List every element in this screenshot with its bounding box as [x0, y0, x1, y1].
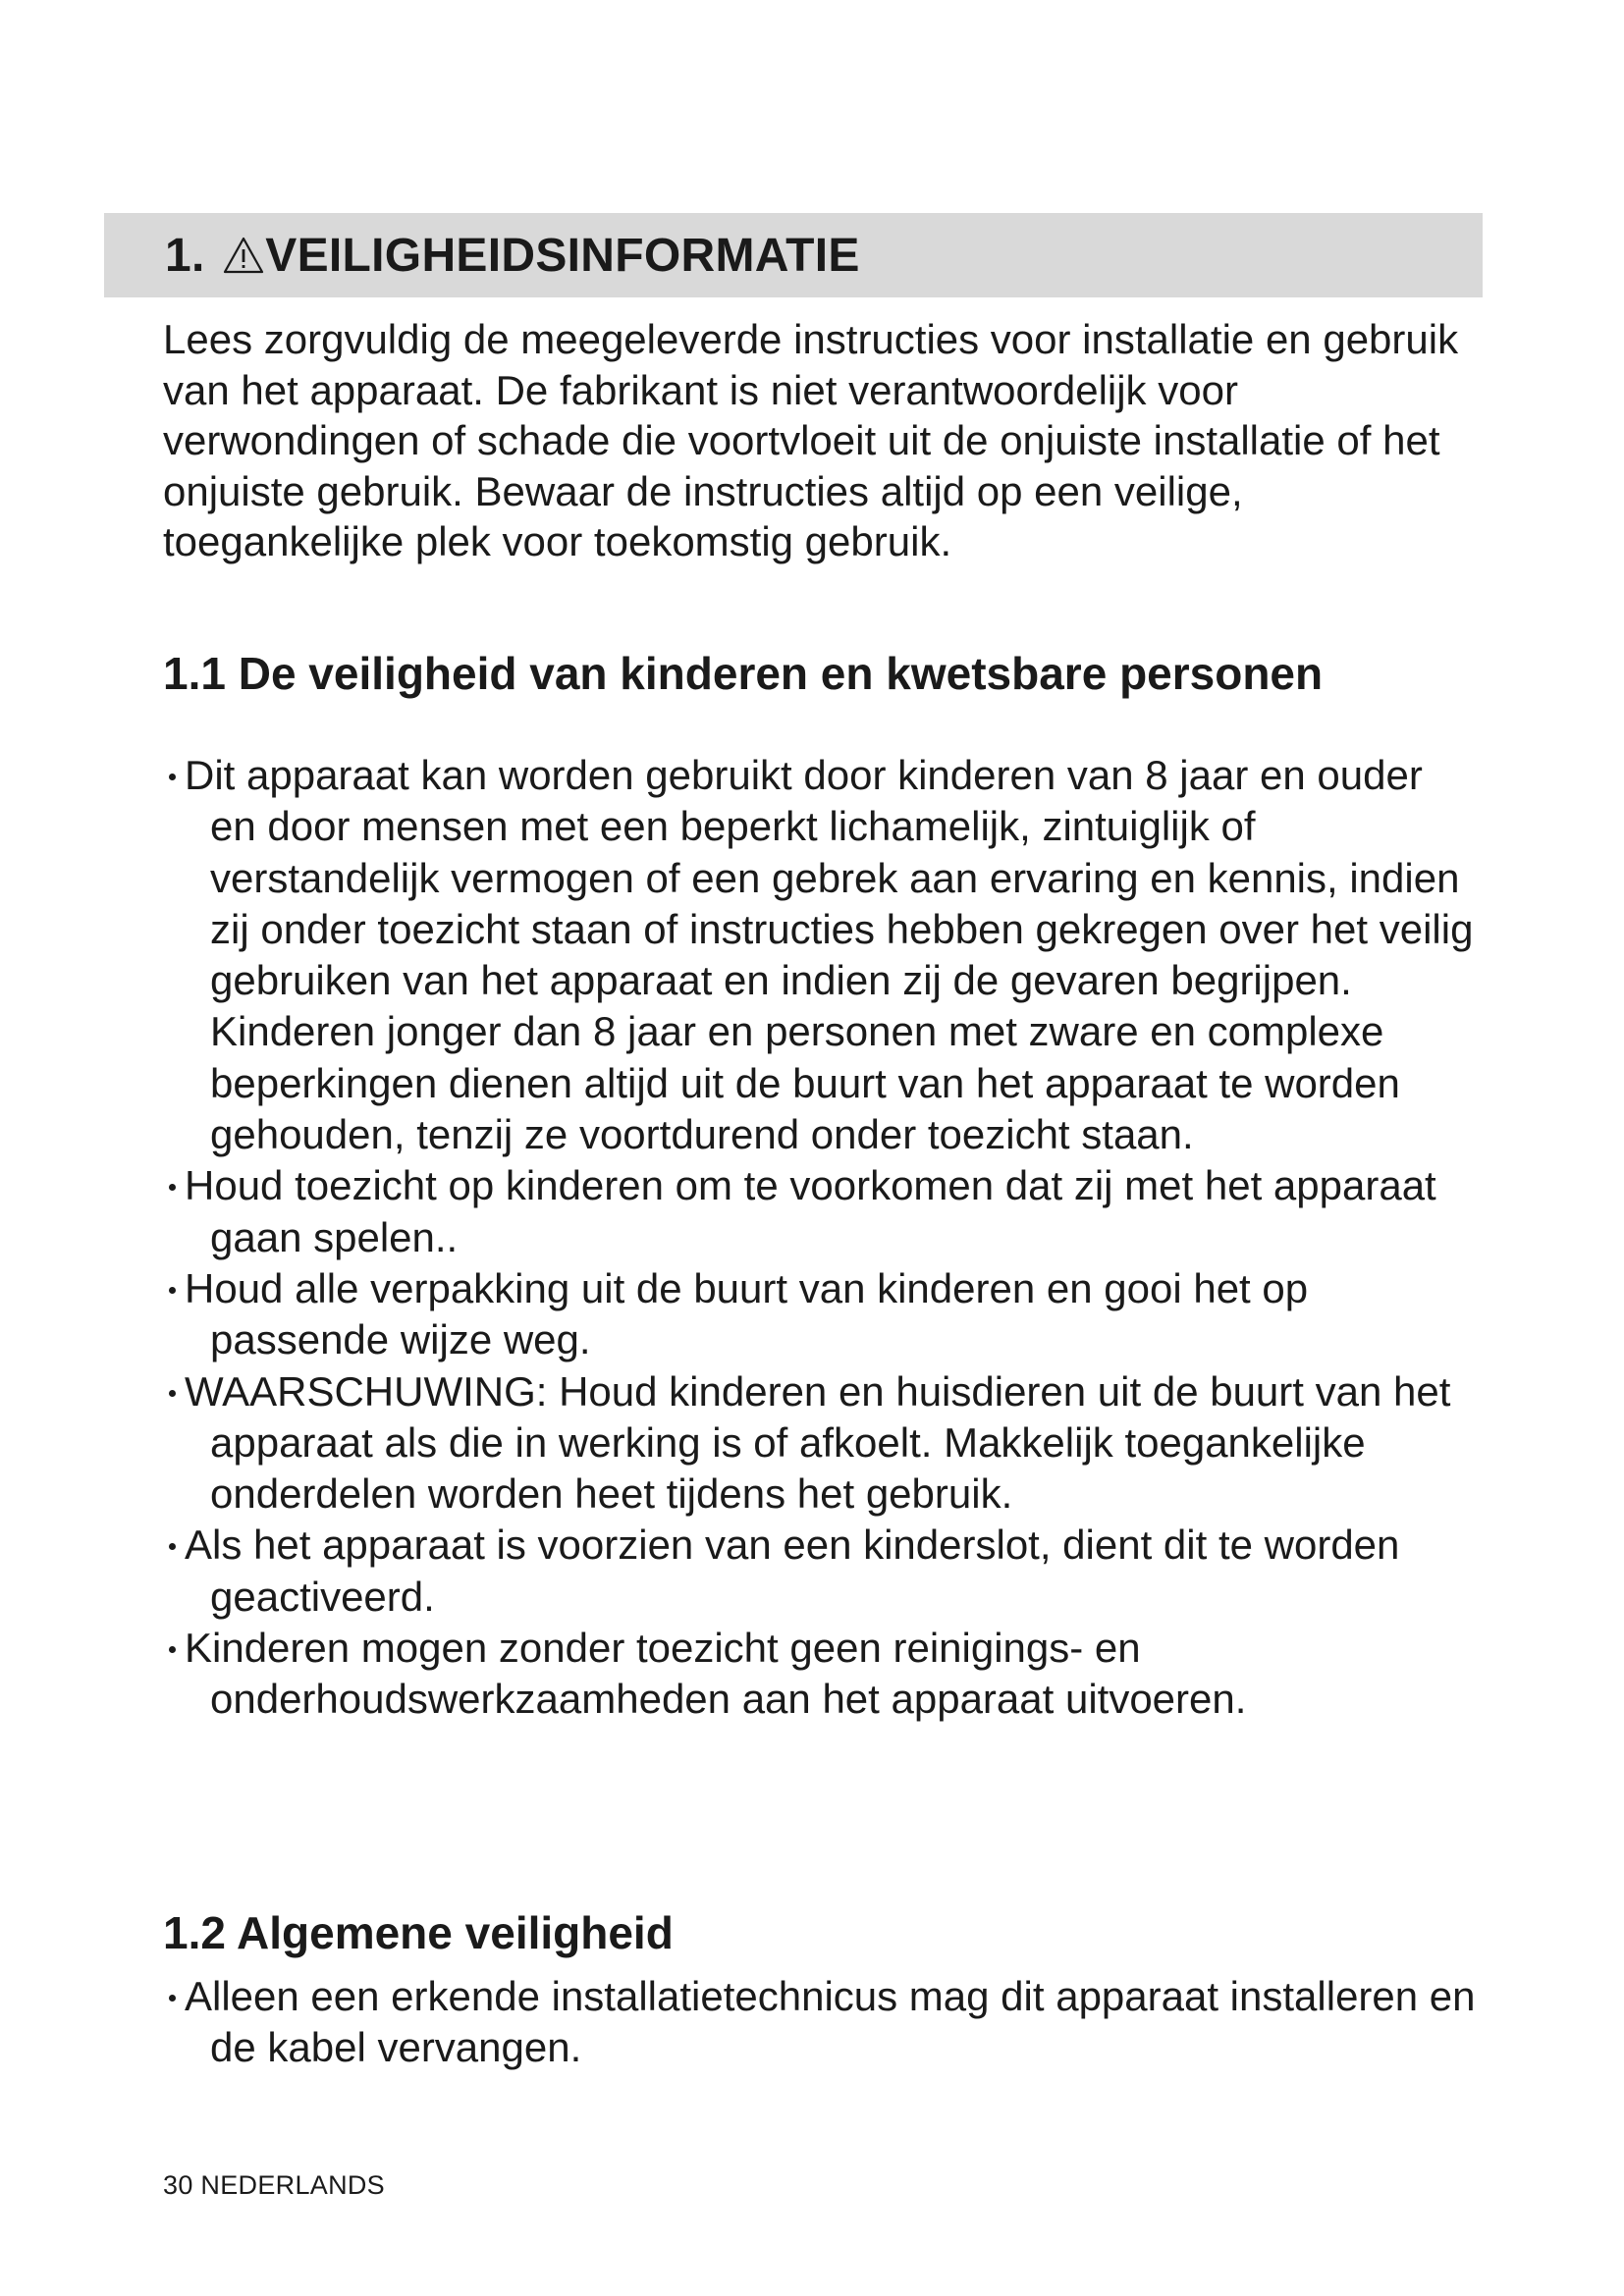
list-item-text: Dit apparaat kan worden gebruikt door kinderen van 8 jaar en ouder en door mensen met een beperkt lichamelijk, zintuiglijk of verstandelijk vermogen of een gebrek aan ervaring en kennis, indien zij onder toezicht staan of instructies hebben gekregen over het veilig gebruiken van het apparaat en indien zij de gevaren begrijpen. Kinderen jonger dan 8 jaar en personen met zware en complexe beperkingen dienen altijd uit de buurt van het apparaat te worden gehouden, tenzij ze voortdurend onder toezicht staan. [185, 752, 1474, 1158]
section-number: 1. [165, 230, 205, 282]
intro-paragraph: Lees zorgvuldig de meegeleverde instructies voor installatie en gebruik van het apparaat. De fabrikant is niet verantwoordelijk voor verwondingen of schade die voortvloeit uit de onjuiste installatie of het onjuiste gebruik. Bewaar de instructies altijd op een veilige, toegankelijke plek voor toekomstig gebruik. [163, 316, 1459, 564]
bullet-dot [169, 1287, 176, 1294]
subheading-general-safety: 1.2 Algemene veiligheid [163, 1907, 674, 1958]
warning-triangle-icon [222, 236, 265, 275]
list-item-text: Houd alle verpakking uit de buurt van kinderen en gooi het op passende wijze weg. [185, 1264, 1309, 1363]
bullet-dot [169, 1646, 176, 1653]
list-item [163, 1263, 1479, 1366]
list-item [163, 1971, 1479, 2074]
list-item [163, 1160, 1479, 1263]
child-safety-list [163, 750, 1479, 1726]
bullet-dot [169, 774, 176, 780]
general-safety-list [163, 1971, 1479, 2074]
bullet-dot [169, 1543, 176, 1550]
list-item-text: Als het apparaat is voorzien van een kinderslot, dient dit te worden geactiveerd. [185, 1522, 1400, 1620]
list-item-text: WAARSCHUWING: Houd kinderen en huisdieren uit de buurt van het apparaat als die in werking is of afkoelt. Makkelijk toegankelijke onderdelen worden heet tijdens het gebruik. [185, 1367, 1451, 1518]
subheading-child-safety: 1.1 De veiligheid van kinderen en kwetsbare personen [163, 648, 1324, 699]
list-item [163, 1366, 1479, 1521]
list-item-text: Alleen een erkende installatietechnicus mag dit apparaat installeren en de kabel vervangen. [185, 1973, 1476, 2071]
list-item [163, 1520, 1479, 1623]
list-item [163, 750, 1479, 1160]
list-item-text: Kinderen mogen zonder toezicht geen reinigings- en onderhoudswerkzaamheden aan het apparaat uitvoeren. [185, 1625, 1247, 1723]
list-item [163, 1623, 1479, 1726]
section-title-text: VEILIGHEIDSINFORMATIE [265, 230, 860, 282]
bullet-dot [169, 1184, 176, 1191]
section-header-bar [104, 213, 1483, 297]
page-footer: 30 NEDERLANDS [163, 2170, 385, 2200]
bullet-dot [169, 1390, 176, 1397]
bullet-dot [169, 1995, 176, 2002]
list-item-text: Houd toezicht op kinderen om te voorkomen dat zij met het apparaat gaan spelen.. [185, 1162, 1436, 1260]
section-title [165, 229, 860, 284]
